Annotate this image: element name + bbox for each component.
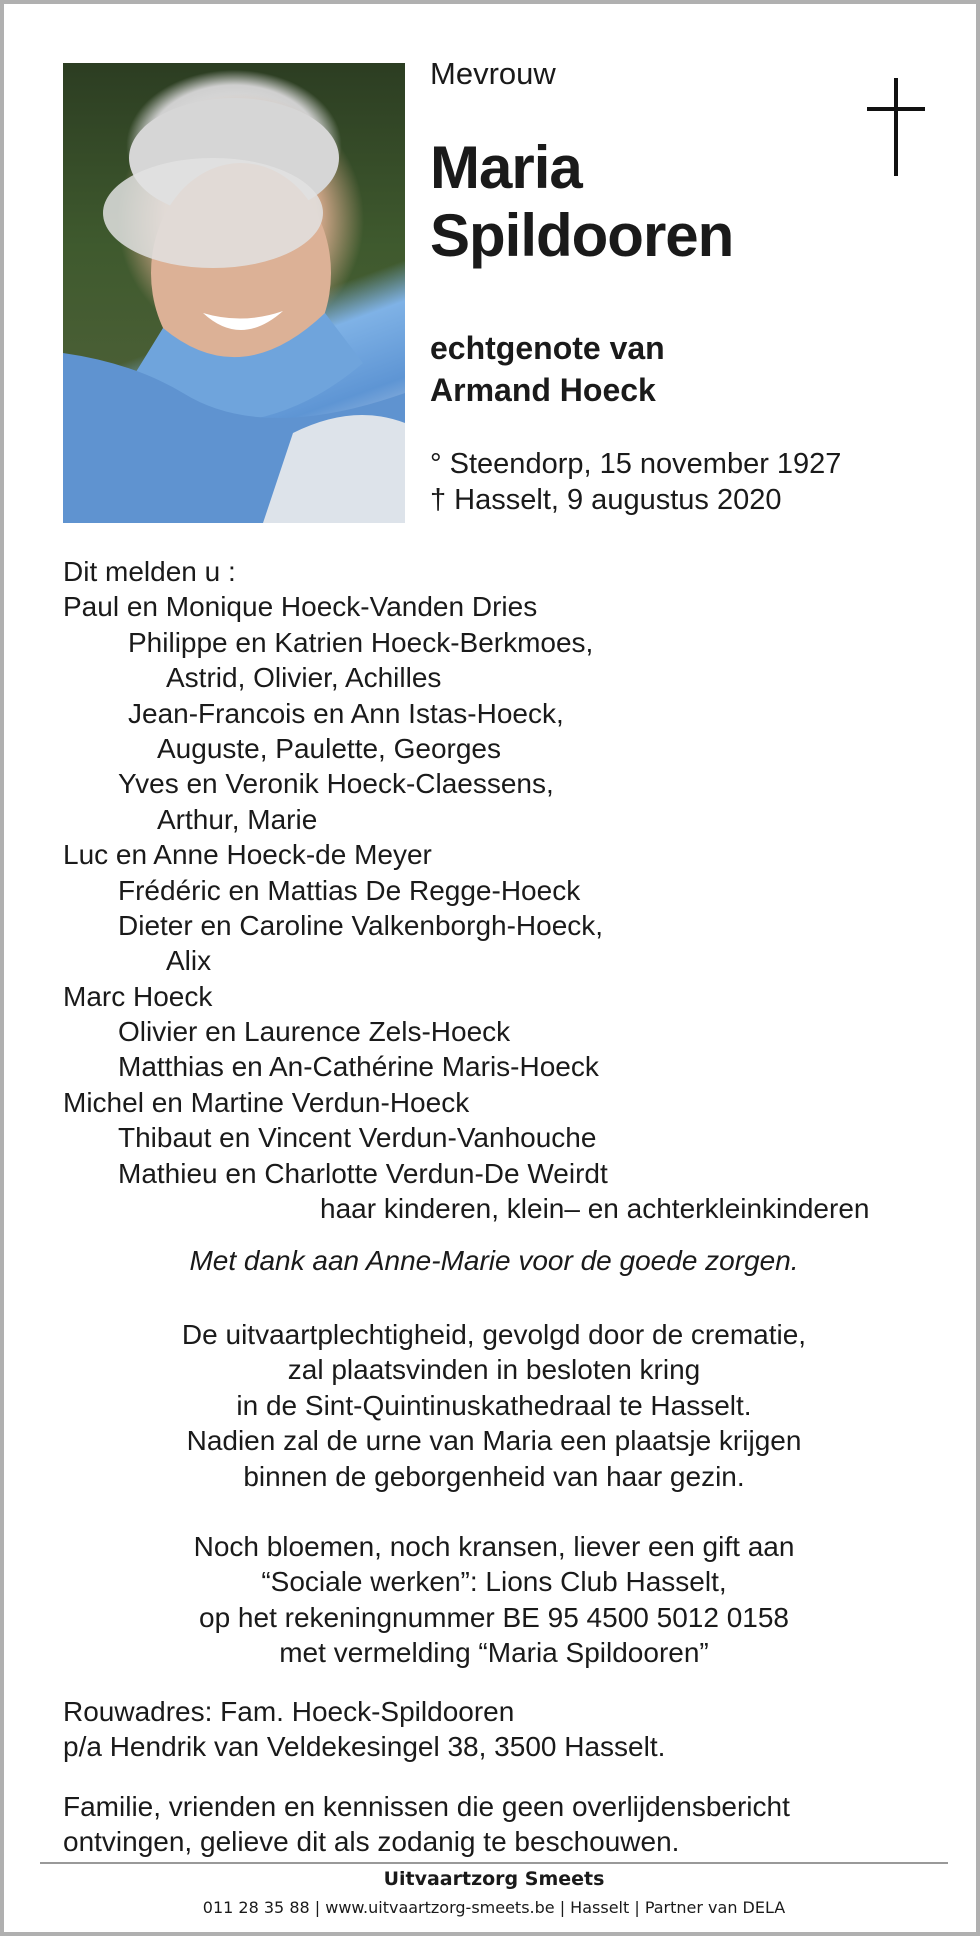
ceremony-line: in de Sint-Quintinuskathedraal te Hasselt. (236, 1389, 752, 1421)
family-line: Alix (166, 945, 212, 977)
death-date: † Hasselt, 9 augustus 2020 (430, 484, 782, 516)
cross-icon (867, 78, 925, 176)
family-line: haar kinderen, klein– en achterkleinkinderen (320, 1193, 870, 1225)
family-line: Marc Hoeck (63, 980, 213, 1012)
family-line: Arthur, Marie (157, 803, 318, 835)
funeral-home-name: Uitvaartzorg Smeets (383, 1868, 605, 1890)
birth-date: ° Steendorp, 15 november 1927 (430, 448, 842, 480)
family-line: Matthias en An-Cathérine Maris-Hoeck (118, 1051, 599, 1083)
footer-divider (40, 1862, 948, 1864)
donation-line: “Sociale werken”: Lions Club Hasselt, (261, 1566, 727, 1598)
donation-text (4, 1529, 980, 1671)
family-line: Olivier en Laurence Zels-Hoeck (118, 1016, 511, 1048)
first-name: Maria (430, 134, 582, 201)
life-dates (430, 446, 841, 518)
spouse-name: Armand Hoeck (430, 372, 656, 408)
family-line: Thibaut en Vincent Verdun-Vanhouche (118, 1122, 597, 1154)
thanks-note: Met dank aan Anne-Marie voor de goede zorgen. (189, 1245, 799, 1276)
family-line: Michel en Martine Verdun-Hoeck (63, 1086, 470, 1118)
family-line: Paul en Monique Hoeck-Vanden Dries (63, 591, 538, 623)
last-name: Spildooren (430, 202, 734, 269)
portrait-illustration (63, 63, 405, 523)
family-line: Astrid, Olivier, Achilles (166, 662, 442, 694)
spouse-label: echtgenote van (430, 330, 665, 366)
family-line: Dieter en Caroline Valkenborgh-Hoeck, (118, 909, 604, 941)
family-line: Auguste, Paulette, Georges (157, 732, 501, 764)
notice-text (63, 1789, 790, 1860)
donation-line: met vermelding “Maria Spildooren” (279, 1637, 709, 1669)
funeral-home-info: 011 28 35 88 | www.uitvaartzorg-smeets.be | Hasselt | Partner van DELA (202, 1898, 786, 1917)
address-line: Rouwadres: Fam. Hoeck-Spildooren (63, 1696, 515, 1727)
donation-line: op het rekeningnummer BE 95 4500 5012 0158 (199, 1601, 789, 1633)
family-line: Frédéric en Mattias De Regge-Hoeck (118, 874, 581, 906)
ceremony-line: zal plaatsvinden in besloten kring (287, 1354, 701, 1386)
deceased-name (430, 134, 733, 270)
notice-line: Familie, vrienden en kennissen die geen overlijdensbericht (63, 1791, 790, 1822)
ceremony-line: binnen de geborgenheid van haar gezin. (243, 1460, 745, 1492)
family-line: Jean-Francois en Ann Istas-Hoeck, (128, 697, 564, 729)
spouse-info (430, 327, 665, 411)
portrait-photo (63, 63, 405, 523)
family-list (63, 554, 869, 1226)
notice-line: ontvingen, gelieve dit als zodanig te beschouwen. (63, 1826, 680, 1858)
family-line: Yves en Veronik Hoeck-Claessens, (118, 768, 554, 800)
address-line: p/a Hendrik van Veldekesingel 38, 3500 Hasselt. (63, 1731, 666, 1763)
mourning-address (63, 1694, 665, 1765)
family-line: Dit melden u : (63, 556, 236, 587)
family-line: Luc en Anne Hoeck-de Meyer (63, 839, 432, 871)
honorific: Mevrouw (430, 56, 556, 91)
ceremony-text (4, 1317, 980, 1494)
ceremony-line: Nadien zal de urne van Maria een plaatsje krijgen (186, 1425, 802, 1457)
family-line: Mathieu en Charlotte Verdun-De Weirdt (118, 1157, 608, 1189)
family-line: Philippe en Katrien Hoeck-Berkmoes, (128, 626, 594, 658)
donation-line: Noch bloemen, noch kransen, liever een gift aan (193, 1531, 795, 1562)
ceremony-line: De uitvaartplechtigheid, gevolgd door de crematie, (181, 1319, 807, 1350)
